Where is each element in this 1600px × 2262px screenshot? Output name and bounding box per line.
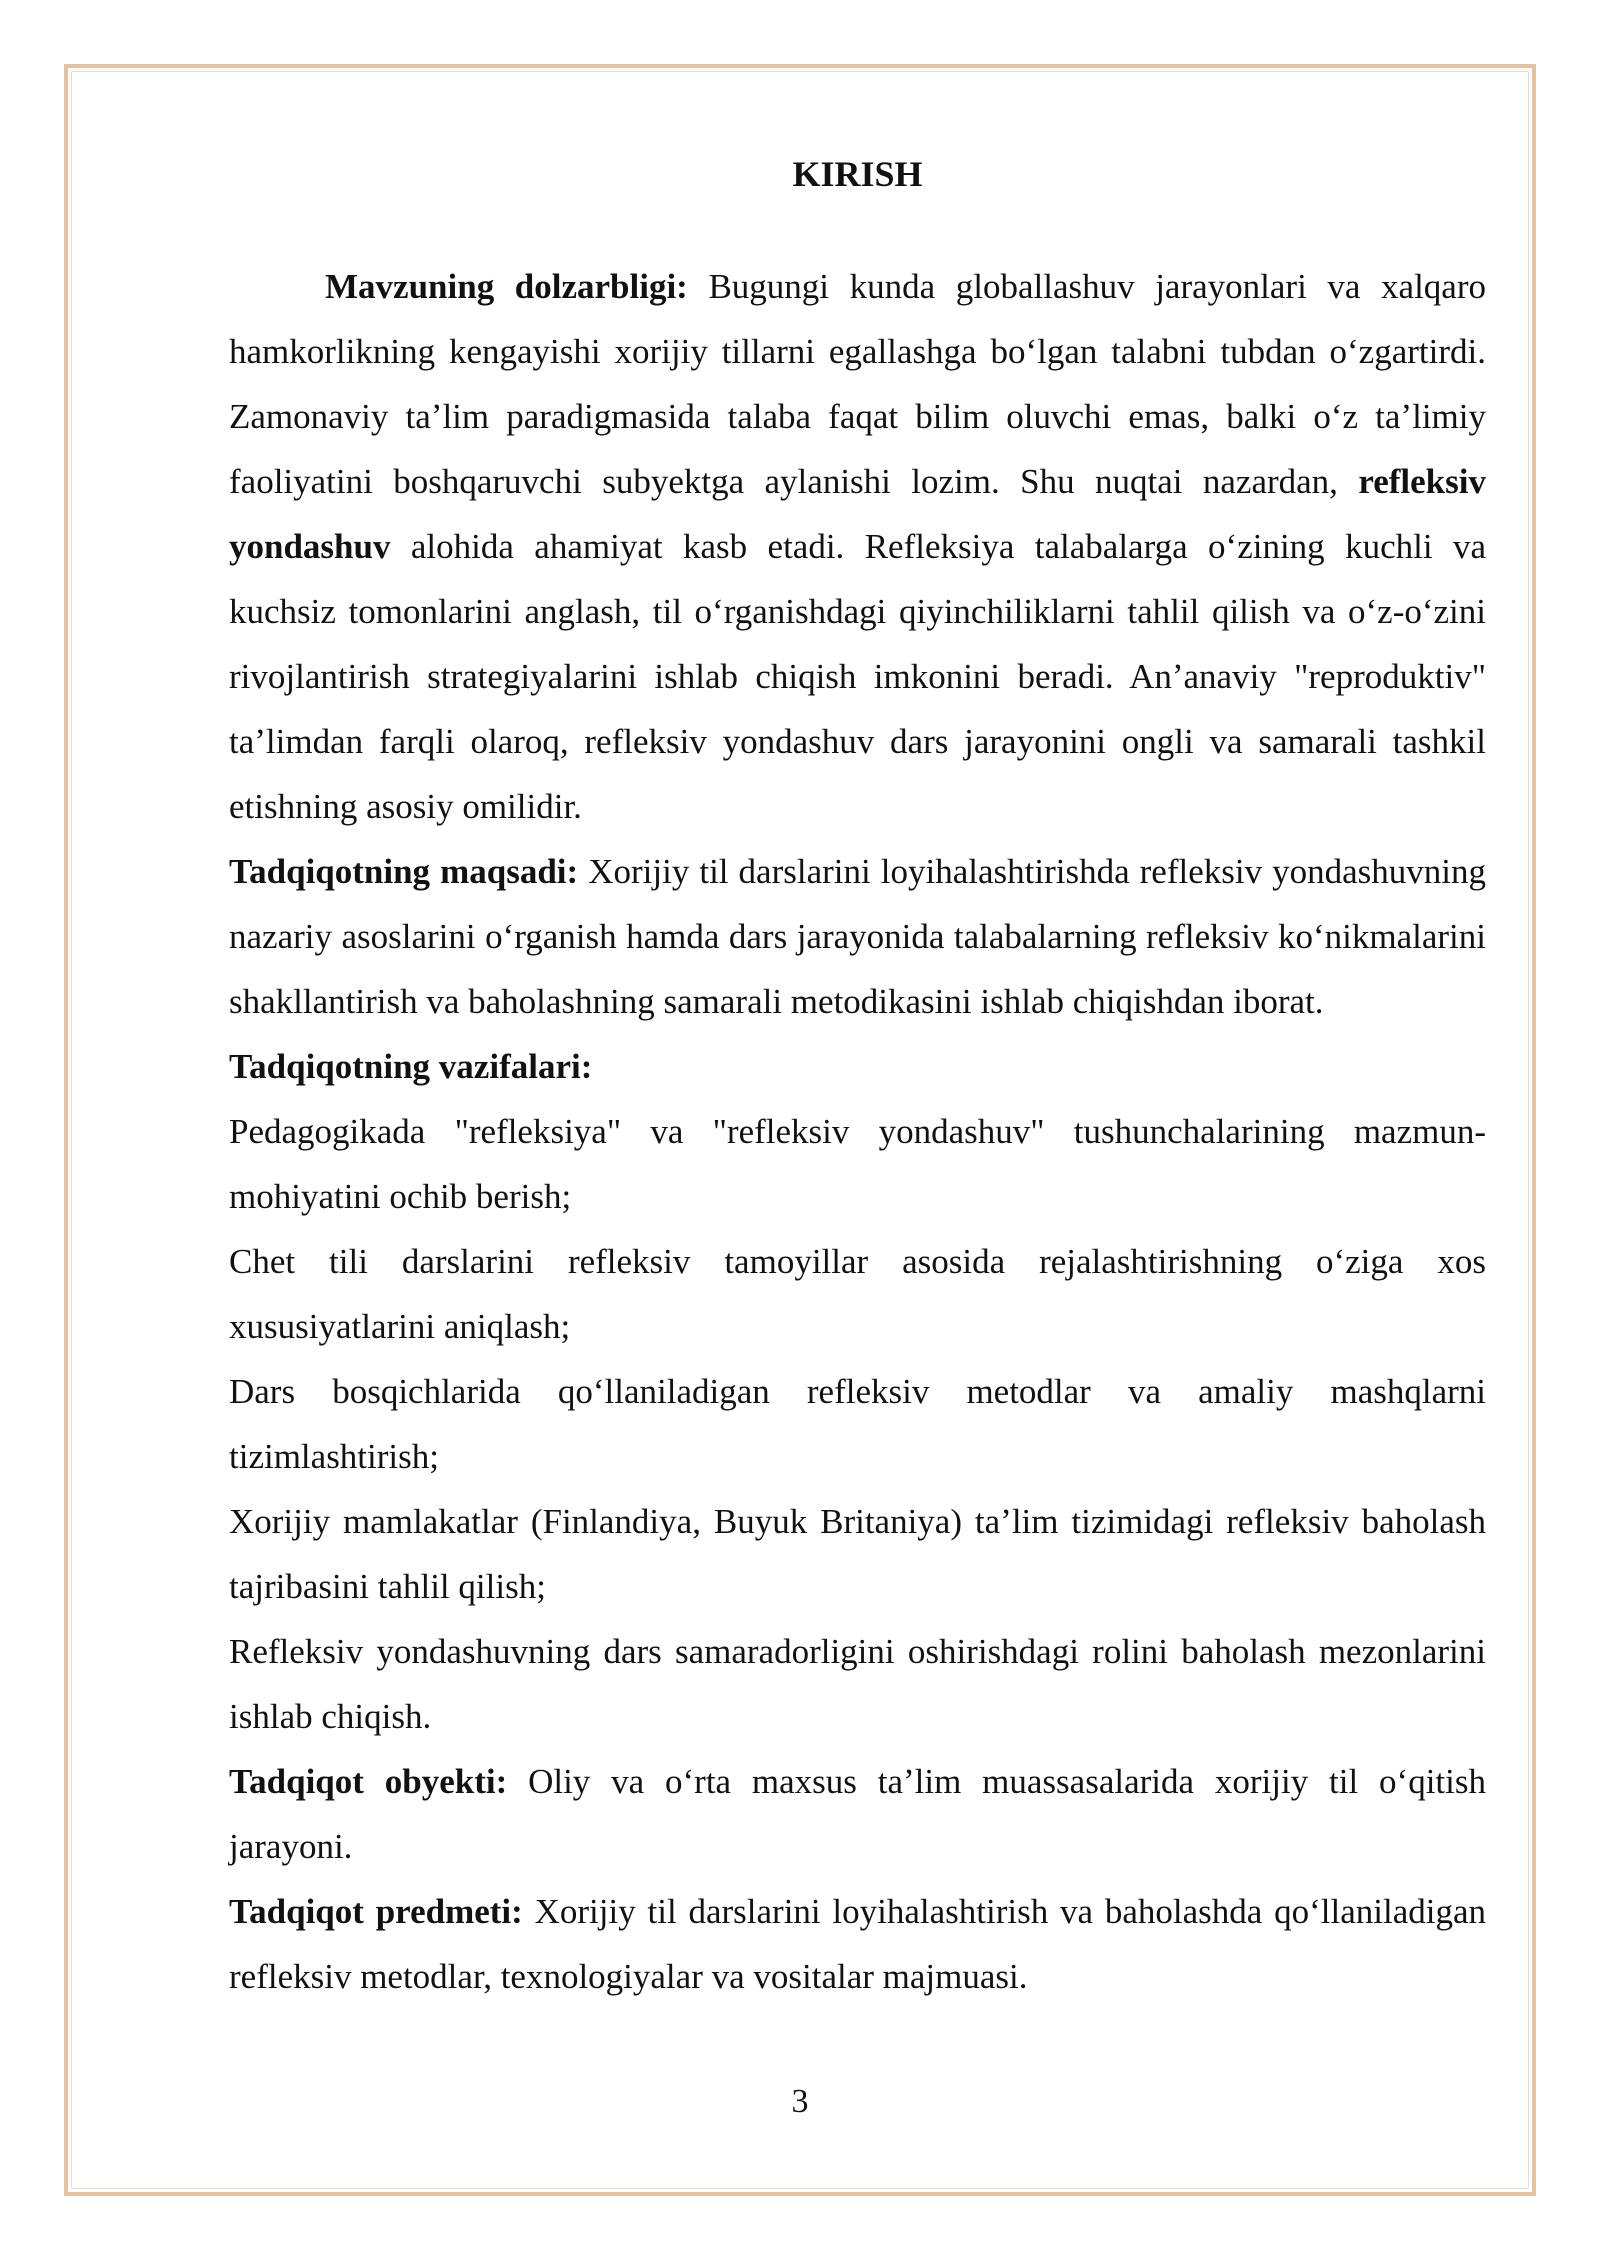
goal-text: Xorijiy til darslarini loyihalashtirishda refleksiv yondashuvning nazariy asoslarini oʻrganish hamda dars jarayonida talabalarning refleksiv koʻnikmalarini shakllantirish va baholashning samarali metodikasini ishlab chiqishdan iborat.: [229, 852, 1486, 1021]
page-number: 3: [791, 2083, 809, 2120]
object-text: Oliy va oʻrta maxsus taʼlim muassasalarida xorijiy til oʻqitish jarayoni.: [229, 1762, 1486, 1866]
subject-paragraph: [229, 1879, 1486, 2009]
relevance-paragraph: [229, 254, 1486, 839]
task-item: Chet tili darslarini refleksiv tamoyillar asosida rejalashtirishning oʻziga xos xususiyatlarini aniqlash;: [229, 1242, 1486, 1346]
task-item: Refleksiv yondashuvning dars samaradorligini oshirishdagi rolini baholash mezonlarini ishlab chiqish.: [229, 1632, 1486, 1736]
object-paragraph: [229, 1749, 1486, 1879]
subject-label: Tadqiqot predmeti:: [229, 1892, 523, 1931]
task-item: Pedagogikada "refleksiya" va "refleksiv yondashuv" tushunchalarining mazmun-mohiyatini ochib berish;: [229, 1112, 1486, 1216]
goal-label: Tadqiqotning maqsadi:: [229, 852, 579, 891]
task-item: Xorijiy mamlakatlar (Finlandiya, Buyuk Britaniya) taʼlim tizimidagi refleksiv baholash tajribasini tahlil qilish;: [229, 1502, 1486, 1606]
relevance-emphasis: refleksiv yondashuv: [229, 462, 1486, 566]
tasks-heading: Tadqiqotning vazifalari:: [229, 1047, 593, 1086]
relevance-label: Mavzuning dolzarbligi:: [325, 267, 688, 306]
task-item: Dars bosqichlarida qoʻllaniladigan refleksiv metodlar va amaliy mashqlarni tizimlashtirish;: [229, 1372, 1486, 1476]
goal-paragraph: [229, 839, 1486, 1034]
object-label: Tadqiqot obyekti:: [229, 1762, 508, 1801]
document-body: [229, 150, 1486, 2009]
subject-text: Xorijiy til darslarini loyihalashtirish va baholashda qoʻllaniladigan refleksiv metodlar, texnologiyalar va vositalar majmuasi.: [229, 1892, 1486, 1996]
relevance-text-2: alohida ahamiyat kasb etadi. Refleksiya talabalarga oʻzining kuchli va kuchsiz tomonlarini anglash, til oʻrganishdagi qiyinchiliklarni tahlil qilish va oʻz-oʻzini rivojlantirish strategiyalarini ishlab chiqish imkonini beradi. Anʼanaviy "reproduktiv" taʼlimdan farqli olaroq, refleksiv yondashuv dars jarayonini ongli va samarali tashkil etishning asosiy omilidir.: [229, 527, 1486, 826]
section-title: KIRISH: [792, 154, 923, 194]
relevance-text-1: Bugungi kunda globallashuv jarayonlari va xalqaro hamkorlikning kengayishi xorijiy tillarni egallashga boʻlgan talabni tubdan oʻzgartirdi. Zamonaviy taʼlim paradigmasida talaba faqat bilim oluvchi emas, balki oʻz taʼlimiy faoliyatini boshqaruvchi subyektga aylanishi lozim. Shu nuqtai nazardan,: [229, 267, 1486, 501]
